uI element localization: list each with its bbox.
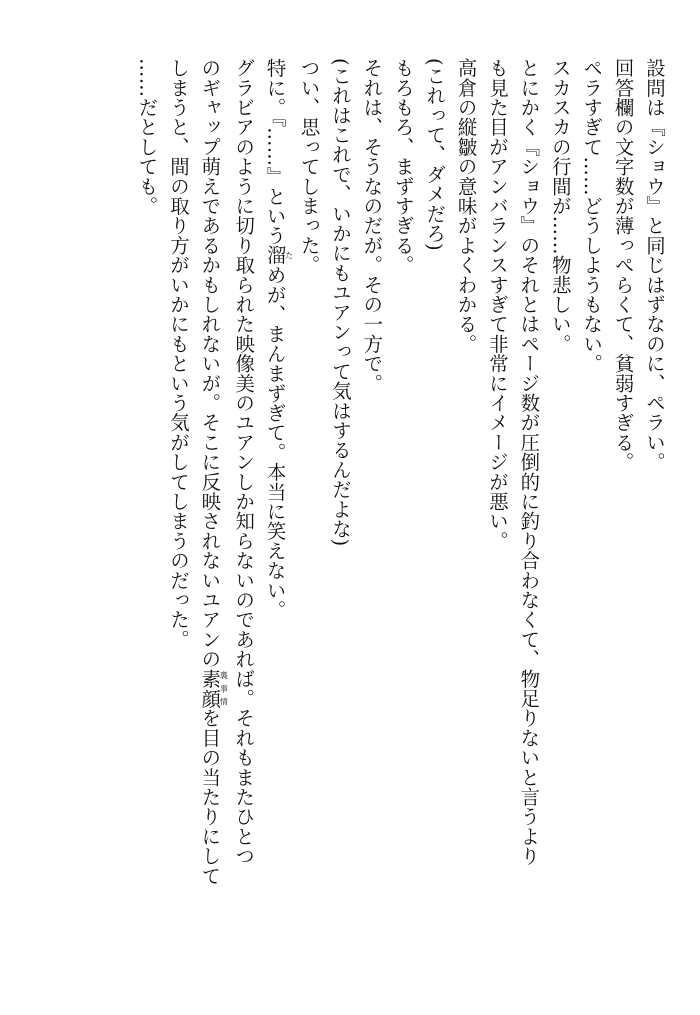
text-line-4: スカスカの行間が……物悲しい。	[548, 58, 572, 354]
text-line-13-part-a: 特に。『……』という	[263, 58, 287, 246]
text-line-6: も見た目がアンバランスすぎて非常にイメージが悪い。	[485, 58, 509, 551]
text-line-8: (これって、ダメだろ)	[423, 58, 447, 252]
text-line-5: とにかく『ショウ』のそれとはページ数が圧倒的に釣り合わなくて、物足りないと言うより	[517, 58, 541, 866]
text-line-15-part-b: を目の当たりにして	[198, 708, 222, 886]
text-line-13-part-b: めが、まんまずぎて。本当に笑えない。	[263, 264, 287, 620]
text-line-1: 設問は『ショウ』と同じはずなのに、ペラい。	[643, 58, 666, 472]
text-line-17: ……だとしても。	[135, 58, 159, 216]
text-line-16: しまうと、間の取り方がいかにもという気がしてしまうのだった。	[166, 58, 190, 649]
text-line-15-part-a: のギャップ萌えであるかもしれないが。そこに反映されないユアンの	[198, 58, 222, 669]
text-line-14: グラビアのように切り取られた映像美のユアンしか知らないのであれば。それもまたひとつ	[232, 58, 256, 866]
ruby-sugao	[198, 668, 229, 709]
text-line-12: つい、思ってしまった。	[297, 58, 321, 275]
text-line-3: ペラすぎて……どうしようもない。	[580, 58, 604, 374]
text-line-11: (これはこれで、いかにもユアンって気はするんだよな)	[328, 58, 352, 547]
ruby-tame-base: 溜	[263, 245, 287, 265]
text-line-7: 高倉の縦皺の意味がよくわかる。	[454, 58, 478, 354]
vertical-text-block	[131, 58, 670, 978]
text-line-15	[194, 58, 228, 978]
ruby-sugao-reading: 裏事情	[219, 668, 229, 709]
ruby-tame-reading: た	[284, 245, 294, 265]
ruby-sugao-base: 素顔	[198, 668, 222, 709]
text-line-13	[259, 58, 293, 978]
text-line-9: もろもろ、まずすぎる。	[391, 58, 415, 275]
text-line-2: 回答欄の文字数が薄っぺらくて、貧弱すぎる。	[611, 58, 635, 472]
text-line-10: それは、そうなのだが。その一方で。	[360, 58, 384, 393]
ruby-tame	[263, 245, 294, 265]
